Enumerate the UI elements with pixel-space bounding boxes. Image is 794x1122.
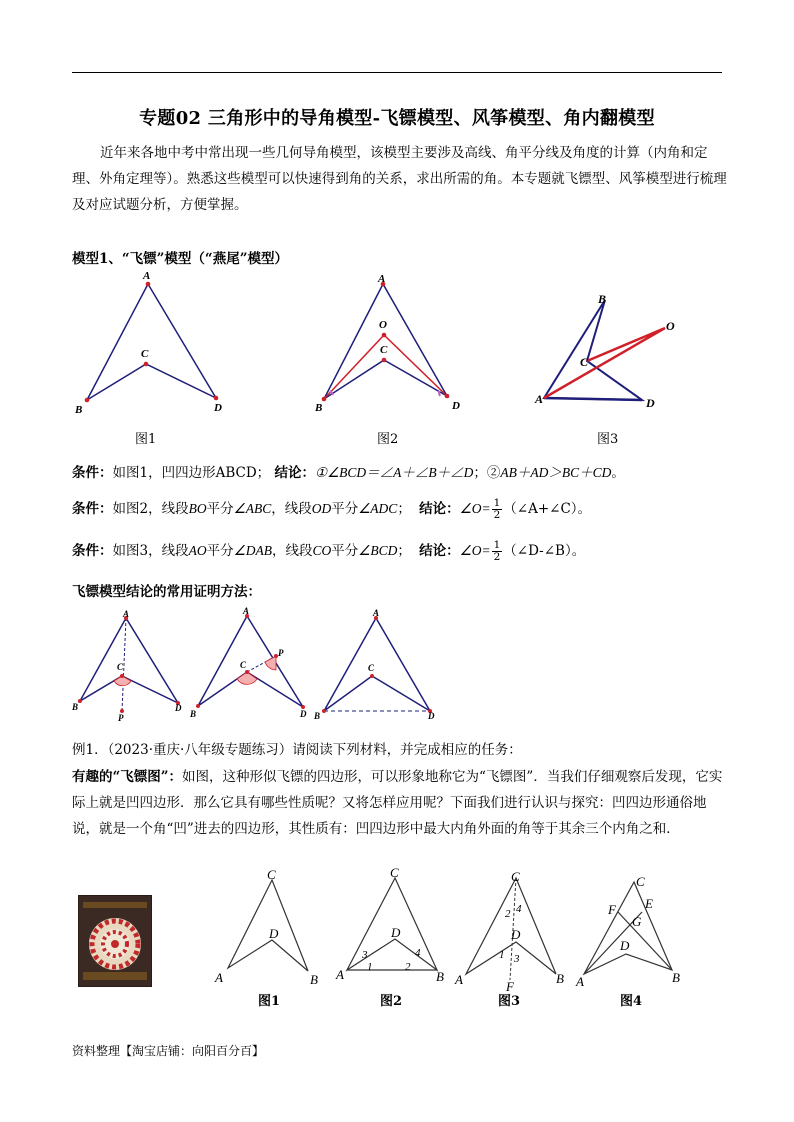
fig3-caption: 图3 bbox=[597, 432, 619, 447]
svg-text:D: D bbox=[452, 400, 460, 412]
angle-mark-d bbox=[439, 391, 440, 396]
svg-text:A: A bbox=[215, 970, 223, 985]
dartboard-photo bbox=[78, 895, 152, 987]
svg-text:A: A bbox=[455, 972, 463, 987]
svg-text:A: A bbox=[336, 967, 344, 982]
page-title: 专题02 三角形中的导角模型-飞镖模型、风筝模型、角内翻模型 bbox=[139, 108, 655, 129]
svg-text:D: D bbox=[175, 703, 182, 713]
svg-text:C: C bbox=[511, 869, 520, 884]
svg-text:B: B bbox=[556, 971, 564, 986]
svg-text:2: 2 bbox=[405, 961, 411, 973]
example-figure-2 bbox=[335, 866, 455, 986]
condition-3: 条件：如图3，线段AO平分∠DAB，线段CO平分∠BCD； 结论：∠O= $\frac{1}{2}$ （∠D-∠B）。 bbox=[72, 539, 586, 563]
condition-2: 条件：如图2，线段BO平分∠ABC，线段OD平分∠ADC； 结论：∠O= $\frac{1}{2}$ （∠A+∠C）。 bbox=[72, 497, 592, 521]
example-line: 例1．（2023·重庆·八年级专题练习）请阅读下列材料，并完成相应的任务： bbox=[72, 742, 522, 758]
vertex-c bbox=[144, 362, 149, 367]
footer: 资料整理【淘宝店铺：向阳百分百】 bbox=[72, 1044, 265, 1058]
model1-figure-3 bbox=[535, 288, 695, 413]
svg-text:A: A bbox=[535, 392, 544, 406]
svg-text:C: C bbox=[580, 355, 589, 369]
svg-text:F: F bbox=[608, 902, 616, 917]
svg-text:1: 1 bbox=[367, 961, 373, 973]
svg-text:C: C bbox=[390, 865, 399, 880]
example-figure-3 bbox=[452, 866, 572, 994]
svg-text:D: D bbox=[620, 938, 630, 953]
svg-text:O: O bbox=[379, 319, 387, 331]
example-fig3-caption: 图3 bbox=[498, 994, 521, 1009]
model1-figure-1 bbox=[70, 272, 240, 417]
svg-text:C: C bbox=[368, 663, 375, 673]
label-a: A bbox=[143, 270, 151, 282]
svg-text:O: O bbox=[666, 319, 675, 333]
fig1-caption: 图1 bbox=[135, 432, 157, 447]
svg-text:B: B bbox=[672, 970, 680, 985]
svg-text:4: 4 bbox=[516, 903, 522, 915]
label-d: D bbox=[214, 402, 222, 414]
svg-text:B: B bbox=[190, 709, 197, 719]
svg-text:B: B bbox=[314, 711, 321, 721]
example-paragraph: 有趣的“飞镖图”：如图，这种形似飞镖的四边形，可以形象地称它为“飞镖图”．当我们仔细观察后发现，它实际上就是凹四边形．那么它具有哪些性质呢？又将怎样应用呢？下面我们进行认识与探究：凹四边形通俗地说，就是一个角“凹”进去的四边形，其性质有：凹四边形中最大内角外面的角等于其余三个内角之和． bbox=[72, 769, 723, 837]
svg-text:E: E bbox=[645, 896, 653, 911]
svg-text:A: A bbox=[123, 609, 130, 619]
svg-text:4: 4 bbox=[415, 947, 421, 959]
model1-heading: 模型1、“飞镖”模型（“燕尾”模型） bbox=[72, 251, 288, 267]
svg-text:B: B bbox=[310, 972, 318, 987]
svg-text:P: P bbox=[118, 713, 124, 723]
model1-figure-2 bbox=[310, 272, 470, 417]
proof-figure-1 bbox=[70, 608, 195, 726]
svg-text:3: 3 bbox=[362, 949, 368, 961]
svg-text:B: B bbox=[72, 702, 79, 712]
vertex-a bbox=[146, 282, 151, 287]
dart-outline bbox=[324, 284, 447, 399]
svg-text:D: D bbox=[646, 396, 655, 410]
bisector-lines bbox=[544, 328, 665, 398]
svg-text:A: A bbox=[378, 273, 386, 285]
example-fig4-caption: 图4 bbox=[620, 994, 643, 1009]
svg-text:F: F bbox=[506, 979, 514, 994]
example-figure-4 bbox=[570, 866, 690, 991]
label-c: C bbox=[141, 348, 149, 360]
example-figure-1 bbox=[210, 868, 320, 988]
proof-figure-3 bbox=[312, 608, 442, 720]
condition-1: 条件：如图1，凹四边形ABCD； 结论：①∠BCD＝∠A＋∠B＋∠D；②AB＋AD＞BC＋CD。 bbox=[72, 465, 625, 481]
svg-text:D: D bbox=[300, 709, 307, 719]
svg-text:D: D bbox=[511, 927, 521, 942]
proof-heading: 飞镖模型结论的常用证明方法： bbox=[72, 584, 261, 600]
svg-text:C: C bbox=[240, 660, 247, 670]
svg-text:D: D bbox=[428, 711, 435, 721]
dart-outline bbox=[87, 284, 216, 400]
example-fig1-caption: 图1 bbox=[258, 994, 281, 1009]
svg-text:3: 3 bbox=[514, 953, 520, 965]
svg-text:C: C bbox=[380, 344, 388, 356]
proof-figure-2 bbox=[190, 604, 320, 722]
svg-text:2: 2 bbox=[505, 908, 511, 920]
header-rule bbox=[72, 72, 722, 73]
svg-text:G: G bbox=[632, 914, 642, 929]
svg-text:D: D bbox=[391, 925, 401, 940]
svg-text:C: C bbox=[117, 662, 124, 672]
svg-text:A: A bbox=[576, 974, 584, 989]
vertex-d bbox=[214, 396, 219, 401]
svg-text:1: 1 bbox=[499, 949, 505, 961]
svg-text:A: A bbox=[373, 608, 380, 618]
svg-text:P: P bbox=[278, 648, 284, 658]
example-fig2-caption: 图2 bbox=[380, 994, 403, 1009]
vertex-b bbox=[85, 398, 90, 403]
intro-paragraph: 近年来各地中考中常出现一些几何导角模型，该模型主要涉及高线、角平分线及角度的计算（内角和定理、外角定理等）。熟悉这些模型可以快速得到角的关系，求出所需的角。本专题就飞镖型、风筝模型进行梳理及对应试题分析，方便掌握。 bbox=[72, 145, 727, 213]
svg-text:C: C bbox=[267, 867, 276, 882]
fig2-caption: 图2 bbox=[377, 432, 399, 447]
svg-text:A: A bbox=[243, 606, 250, 616]
svg-text:D: D bbox=[269, 926, 279, 941]
svg-text:B: B bbox=[598, 292, 607, 306]
label-b: B bbox=[75, 404, 83, 416]
svg-text:B: B bbox=[436, 969, 444, 984]
svg-text:C: C bbox=[636, 874, 645, 889]
svg-text:B: B bbox=[315, 402, 323, 414]
